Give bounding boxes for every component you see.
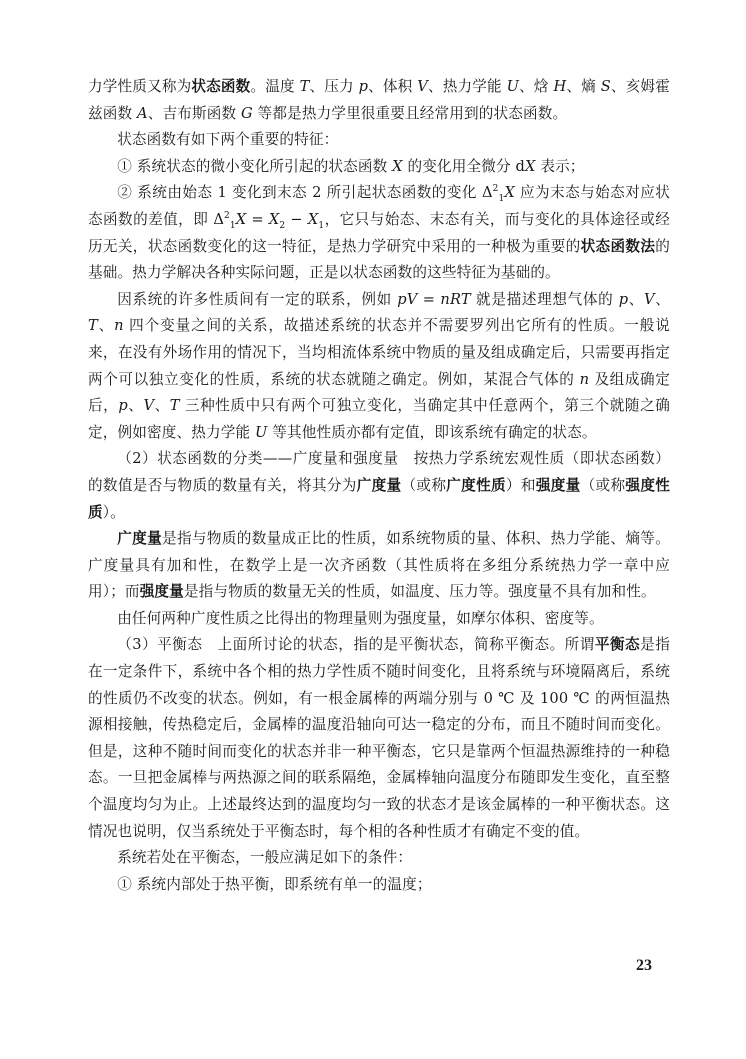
text-run: ）和 [505, 476, 536, 494]
paragraph-p4 [88, 180, 670, 286]
paragraph-p5 [88, 287, 670, 447]
text-run: 的基础。热力学解决各种实际问题，正是以状态函数的这些特征为基础的。 [88, 237, 670, 282]
text-run: 强度量 [535, 476, 581, 494]
paragraph-p7 [88, 526, 670, 606]
text-run: 1 [318, 220, 325, 231]
text-run: 广度性质 [446, 476, 506, 494]
text-run: 、熵 [566, 78, 601, 95]
text-run: ① 系统状态的微小变化所引起的状态函数 [117, 157, 393, 175]
text-run: ② 系统由始态 1 变化到末态 2 所引起状态函数的变化 Δ [117, 184, 493, 202]
text-run: 状态函数 [191, 78, 251, 95]
text-run: X [524, 157, 536, 175]
text-run: （3）平衡态 上面所讨论的状态，指的是平衡状态，简称平衡态。所谓 [117, 636, 595, 654]
text-run: ① 系统内部处于热平衡，即系统有单一的温度； [117, 875, 432, 893]
text-run: （或称 [580, 476, 626, 494]
text-run: 系统若处在平衡态，一般应满足如下的条件： [117, 849, 413, 867]
text-run: 、吉布斯函数 [147, 104, 241, 122]
text-run: 状态函数有如下两个重要的特征： [117, 131, 339, 149]
text-run: （或称 [401, 476, 447, 494]
text-run: nRT [440, 290, 471, 308]
text-run: 因系统的许多性质间有一定的联系，例如 [117, 290, 398, 308]
text-run: X [235, 210, 247, 228]
text-run: − [285, 210, 308, 228]
text-run: X [307, 210, 319, 228]
text-run: X [268, 210, 280, 228]
text-run: 是指在一定条件下，系统中各个相的热力学性质不随时间变化，且将系统与环境隔离后，系统的性质仍不改变的状态。例如，有一根金属棒的两端分别与 0 ℃ 及 100 ℃ 的两恒温热源相接触，传热稳定后，金属棒的温度沿轴向可达一稳定的分布，而且不随时间而变化。但是，这种不随时间而变化的状态并非一种平衡态，它只是靠两个恒温热源维持的一种稳态。一旦把金属棒与两热源之间的联系隔绝，金属棒轴向温度分布随即发生变化，直至整个温度均匀为止。上述最终达到的温度均匀一致的状态才是该金属棒的一种平衡状态。这情况也说明，仅当系统处于平衡态时，每个相的各种性质才有确定不变的值。 [88, 636, 670, 840]
text-run: （2）状态函数的分类——广度量和强度量 按热力学系统宏观性质（即状态函数）的数值是否与物质的数量有关，将其分为 [88, 450, 670, 494]
text-run: 、焓 [519, 78, 554, 95]
text-run: p [618, 290, 629, 308]
text-run: ，它只与始态、末态有关，而与变化的具体途径或经历无关，状态函数变化的这一特征，是热力学研究中采用的一种极为重要的 [88, 210, 670, 255]
text-run: 、亥姆霍兹函数 [88, 78, 670, 122]
text-run: 四个变量之间的关系，故描述系统的状态并不需要罗列出它所有的性质。一般说来，在没有外场作用的情况下，当均相流体系统中物质的量及组成确定后，只需要再指定两个可以独立变化的性质，系统的状态就随之确定。例如，某混合气体的 [88, 317, 670, 388]
paragraph-p11 [88, 872, 670, 899]
text-run: 应为末态与始态对应状态函数的差值，即 Δ [88, 184, 670, 228]
text-run: G [241, 104, 253, 122]
text-run: = [417, 290, 441, 308]
text-run: T [169, 397, 180, 415]
text-run: 、体积 [368, 78, 418, 95]
text-run: 就是描述理想气体的 [470, 290, 619, 308]
text-run: V [417, 78, 428, 95]
text-run: H [553, 78, 567, 95]
text-run: ）。 [102, 503, 125, 521]
paragraph-p8 [88, 606, 670, 633]
text-run: pV [397, 290, 418, 308]
text-run: 1 [229, 220, 236, 231]
page-number: 23 [636, 957, 652, 974]
text-run: U [254, 423, 268, 441]
text-run: X [504, 184, 515, 202]
text-run: 等其他性质亦都有定值，即该系统有确定的状态。 [267, 423, 597, 441]
text-run: 、 [97, 317, 115, 335]
text-run: 、 [127, 397, 144, 415]
text-run: V [644, 290, 655, 308]
text-run: 由任何两种广度性质之比得出的物理量则为强度量，如摩尔体积、密度等。 [117, 609, 604, 627]
text-run: 广度量 [356, 476, 402, 494]
paragraph-p2 [88, 127, 670, 154]
text-run: 广度量 [117, 530, 163, 548]
text-run: n [114, 317, 124, 335]
text-run: 是指与物质的数量无关的性质，如温度、压力等。强度量不具有加和性。 [183, 583, 656, 601]
text-run: n [579, 370, 590, 388]
paragraph-p9 [88, 632, 670, 845]
text-run: 、 [628, 290, 645, 308]
page-body [88, 74, 670, 898]
text-run: p [118, 397, 128, 415]
text-run: A [137, 104, 148, 122]
text-run: T [88, 317, 98, 335]
text-run: 2 [224, 211, 230, 222]
text-run: 及组成确定后， [88, 370, 670, 415]
text-run: 状态函数法 [580, 237, 656, 255]
paragraph-p1 [88, 74, 670, 127]
text-run: 、热力学能 [427, 78, 507, 95]
text-run: 2 [492, 184, 499, 195]
text-run: p [358, 78, 369, 95]
text-run: 是指与物质的数量成正比的性质，如系统物质的量、体积、热力学能、熵等。广度量具有加和性，在数学上是一次齐函数（其性质将在多组分系统热力学一章中应用）；而 [88, 530, 670, 601]
text-run: V [143, 397, 155, 415]
text-run: 、 [654, 290, 670, 308]
text-run: 1 [498, 194, 505, 205]
text-run: S [600, 78, 611, 95]
paragraph-p10 [88, 845, 670, 872]
text-run: 等都是热力学里很重要且经常用到的状态函数。 [252, 104, 568, 122]
text-run: 2 [279, 220, 286, 231]
text-run: 的变化用全微分 d [402, 157, 525, 175]
text-run: 。温度 [250, 78, 300, 95]
text-run: 三种性质中只有两个可独立变化，当确定其中任意两个，第三个就随之确定，例如密度、热力学能 [88, 397, 671, 441]
text-run: X [392, 157, 403, 175]
text-run: 力学性质又称为 [88, 78, 192, 95]
paragraph-p6 [88, 446, 670, 526]
text-run: 强度量 [139, 583, 184, 601]
text-run: 强度性质 [88, 476, 670, 521]
text-run: U [506, 78, 520, 95]
text-run: 平衡态 [594, 636, 641, 654]
paragraph-p3 [88, 154, 670, 181]
text-run: 、 [154, 397, 170, 415]
text-run: 、压力 [309, 78, 359, 95]
text-run: 表示； [535, 157, 585, 175]
text-run: T [299, 78, 310, 95]
text-run: = [246, 210, 269, 228]
